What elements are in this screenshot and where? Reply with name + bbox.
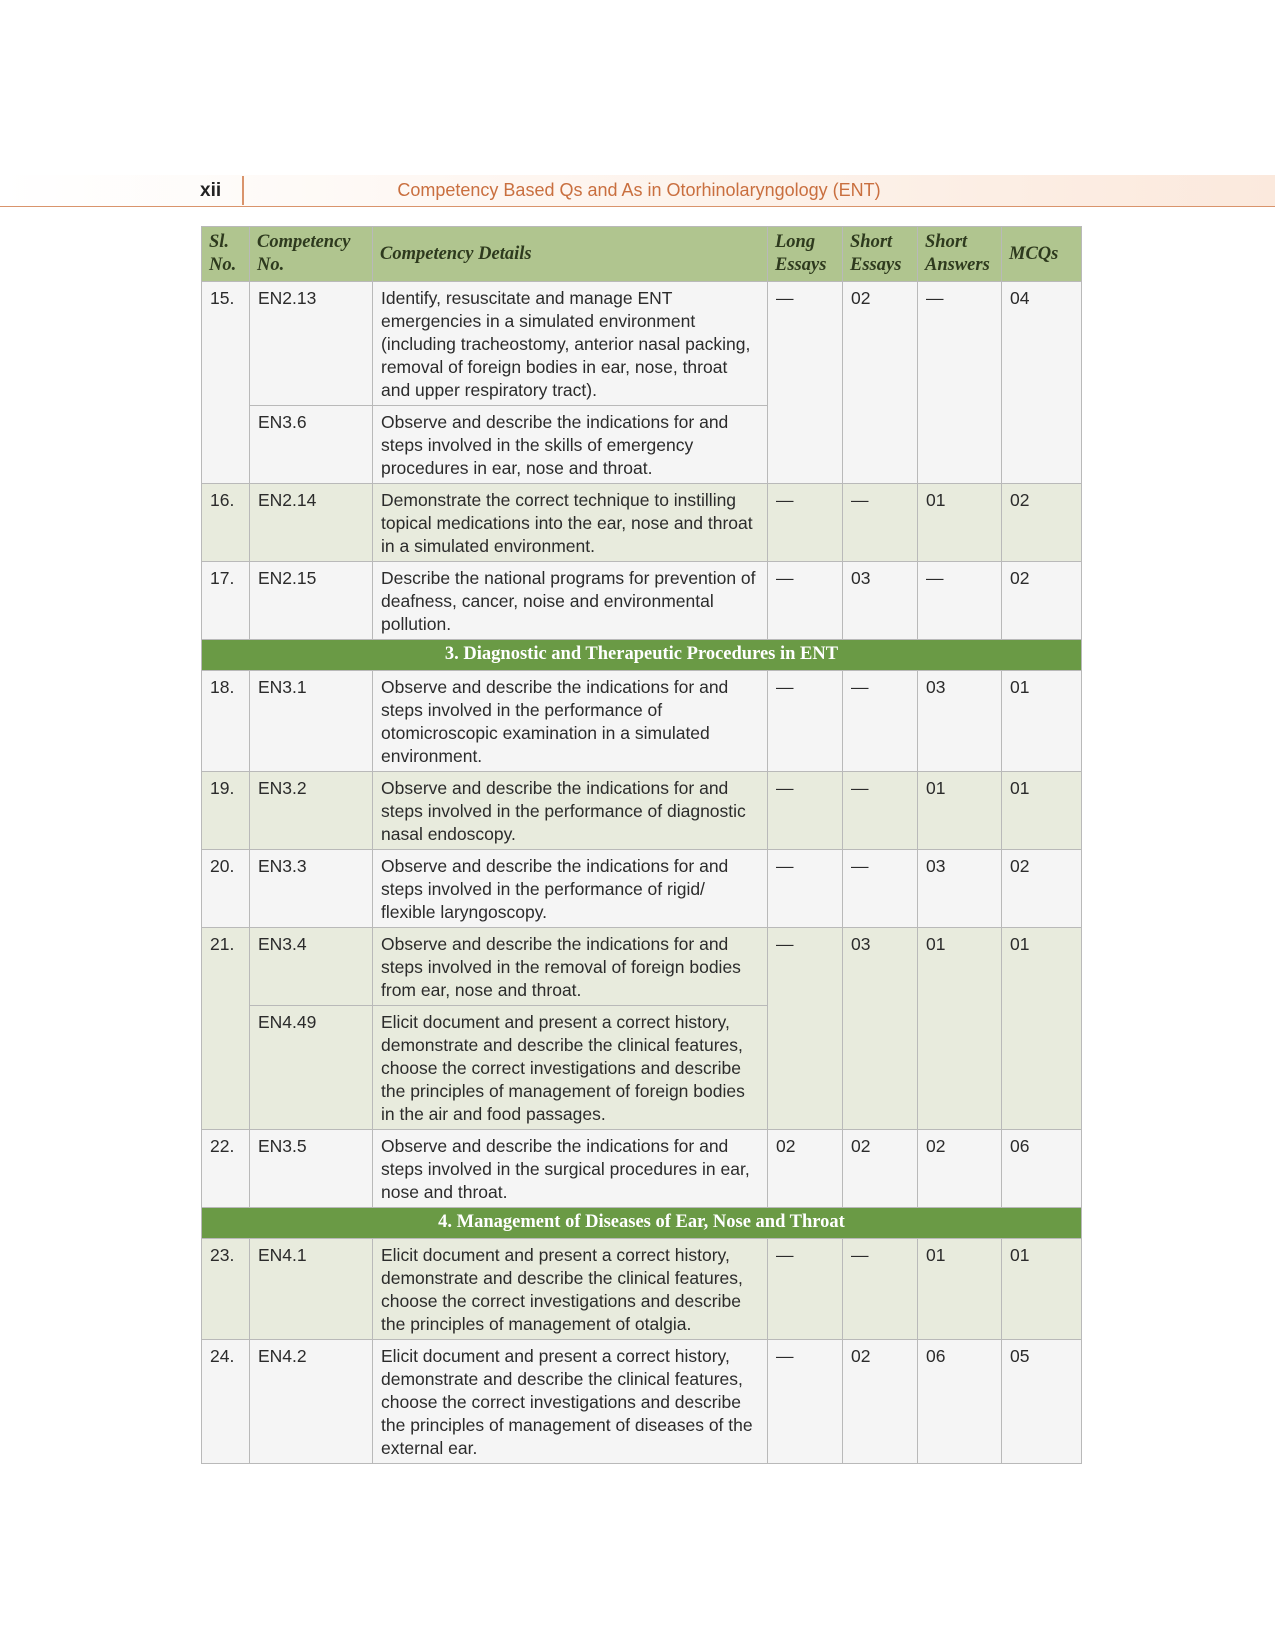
competency-no: EN3.3: [250, 850, 373, 928]
competency-no: EN2.14: [250, 484, 373, 562]
mcqs: 02: [1002, 562, 1082, 640]
mcqs: 02: [1002, 850, 1082, 928]
header-mcqs: MCQs: [1002, 227, 1082, 282]
long-essays: —: [768, 484, 843, 562]
long-essays: —: [768, 772, 843, 850]
competency-details: Elicit document and present a correct history, demonstrate and describe the clinical features, choose the correct investigations and describe the principles of management of foreign bodies in the air and food passages.: [373, 1006, 768, 1130]
table-row: [202, 1130, 1082, 1208]
competency-details: Observe and describe the indications for and steps involved in the performance of otomicroscopic examination in a simulated environment.: [373, 671, 768, 772]
competency-no: EN2.15: [250, 562, 373, 640]
short-essays: —: [843, 850, 918, 928]
mcqs: 02: [1002, 484, 1082, 562]
short-answers: 02: [918, 1130, 1002, 1208]
table-row: [202, 562, 1082, 640]
competency-details: Elicit document and present a correct history, demonstrate and describe the clinical features, choose the correct investigations and describe the principles of management of diseases of the external ear.: [373, 1340, 768, 1464]
table-row: [202, 1239, 1082, 1340]
running-title: Competency Based Qs and As in Otorhinolaryngology (ENT): [397, 180, 881, 200]
competency-no: EN3.6: [250, 406, 373, 484]
table-row: [202, 928, 1082, 1006]
short-essays: 02: [843, 1340, 918, 1464]
mcqs: 06: [1002, 1130, 1082, 1208]
competency-details: Observe and describe the indications for and steps involved in the removal of foreign bodies from ear, nose and throat.: [373, 928, 768, 1006]
mcqs: 05: [1002, 1340, 1082, 1464]
header-short-essays: Short Essays: [843, 227, 918, 282]
competency-details: Observe and describe the indications for and steps involved in the performance of rigid/ flexible laryngoscopy.: [373, 850, 768, 928]
sl-no: 20.: [202, 850, 250, 928]
sl-no: 24.: [202, 1340, 250, 1464]
competency-no: EN4.2: [250, 1340, 373, 1464]
mcqs: 04: [1002, 282, 1082, 484]
competency-no: EN3.5: [250, 1130, 373, 1208]
short-answers: 03: [918, 671, 1002, 772]
competency-no: EN3.1: [250, 671, 373, 772]
header-competency-details: Competency Details: [373, 227, 768, 282]
section-title: 3. Diagnostic and Therapeutic Procedures in ENT: [202, 640, 1082, 671]
short-essays: 03: [843, 562, 918, 640]
short-essays: 02: [843, 1130, 918, 1208]
short-essays: 02: [843, 282, 918, 484]
sl-no: 21.: [202, 928, 250, 1130]
competency-table: [201, 226, 1082, 1464]
mcqs: 01: [1002, 928, 1082, 1130]
long-essays: —: [768, 850, 843, 928]
competency-no: EN2.13: [250, 282, 373, 406]
long-essays: 02: [768, 1130, 843, 1208]
long-essays: —: [768, 671, 843, 772]
competency-no: EN4.1: [250, 1239, 373, 1340]
competency-no: EN3.4: [250, 928, 373, 1006]
short-answers: —: [918, 562, 1002, 640]
long-essays: —: [768, 928, 843, 1130]
header-competency-no: Competency No.: [250, 227, 373, 282]
table-row: [202, 850, 1082, 928]
sl-no: 17.: [202, 562, 250, 640]
sl-no: 19.: [202, 772, 250, 850]
page-number: xii: [200, 180, 222, 201]
mcqs: 01: [1002, 671, 1082, 772]
section-row: [202, 640, 1082, 671]
long-essays: —: [768, 562, 843, 640]
competency-no: EN3.2: [250, 772, 373, 850]
mcqs: 01: [1002, 1239, 1082, 1340]
short-answers: 06: [918, 1340, 1002, 1464]
long-essays: —: [768, 1239, 843, 1340]
competency-details: Observe and describe the indications for and steps involved in the surgical procedures in ear, nose and throat.: [373, 1130, 768, 1208]
table-row: [202, 484, 1082, 562]
short-essays: —: [843, 671, 918, 772]
short-essays: —: [843, 1239, 918, 1340]
short-essays: —: [843, 772, 918, 850]
sl-no: 23.: [202, 1239, 250, 1340]
short-answers: 01: [918, 928, 1002, 1130]
competency-details: Elicit document and present a correct history, demonstrate and describe the clinical features, choose the correct investigations and describe the principles of management of otalgia.: [373, 1239, 768, 1340]
table-row: [202, 772, 1082, 850]
long-essays: —: [768, 1340, 843, 1464]
sl-no: 18.: [202, 671, 250, 772]
table-row: [202, 1340, 1082, 1464]
short-answers: 03: [918, 850, 1002, 928]
header-sl-no: Sl. No.: [202, 227, 250, 282]
header-long-essays: Long Essays: [768, 227, 843, 282]
section-row: [202, 1208, 1082, 1239]
long-essays: —: [768, 282, 843, 484]
short-answers: 01: [918, 772, 1002, 850]
table-header-row: [202, 227, 1082, 282]
table-row: [202, 671, 1082, 772]
table-row: [202, 282, 1082, 406]
sl-no: 15.: [202, 282, 250, 484]
short-answers: 01: [918, 484, 1002, 562]
competency-details: Identify, resuscitate and manage ENT emergencies in a simulated environment (including tracheostomy, anterior nasal packing, removal of foreign bodies in ear, nose, throat and upper respiratory tract).: [373, 282, 768, 406]
competency-details: Observe and describe the indications for and steps involved in the skills of emergency procedures in ear, nose and throat.: [373, 406, 768, 484]
short-answers: —: [918, 282, 1002, 484]
header-short-answers: Short Answers: [918, 227, 1002, 282]
competency-details: Describe the national programs for prevention of deafness, cancer, noise and environmental pollution.: [373, 562, 768, 640]
mcqs: 01: [1002, 772, 1082, 850]
competency-details: Demonstrate the correct technique to instilling topical medications into the ear, nose and throat in a simulated environment.: [373, 484, 768, 562]
short-essays: 03: [843, 928, 918, 1130]
short-answers: 01: [918, 1239, 1002, 1340]
competency-details: Observe and describe the indications for and steps involved in the performance of diagnostic nasal endoscopy.: [373, 772, 768, 850]
competency-no: EN4.49: [250, 1006, 373, 1130]
sl-no: 16.: [202, 484, 250, 562]
sl-no: 22.: [202, 1130, 250, 1208]
short-essays: —: [843, 484, 918, 562]
section-title: 4. Management of Diseases of Ear, Nose and Throat: [202, 1208, 1082, 1239]
